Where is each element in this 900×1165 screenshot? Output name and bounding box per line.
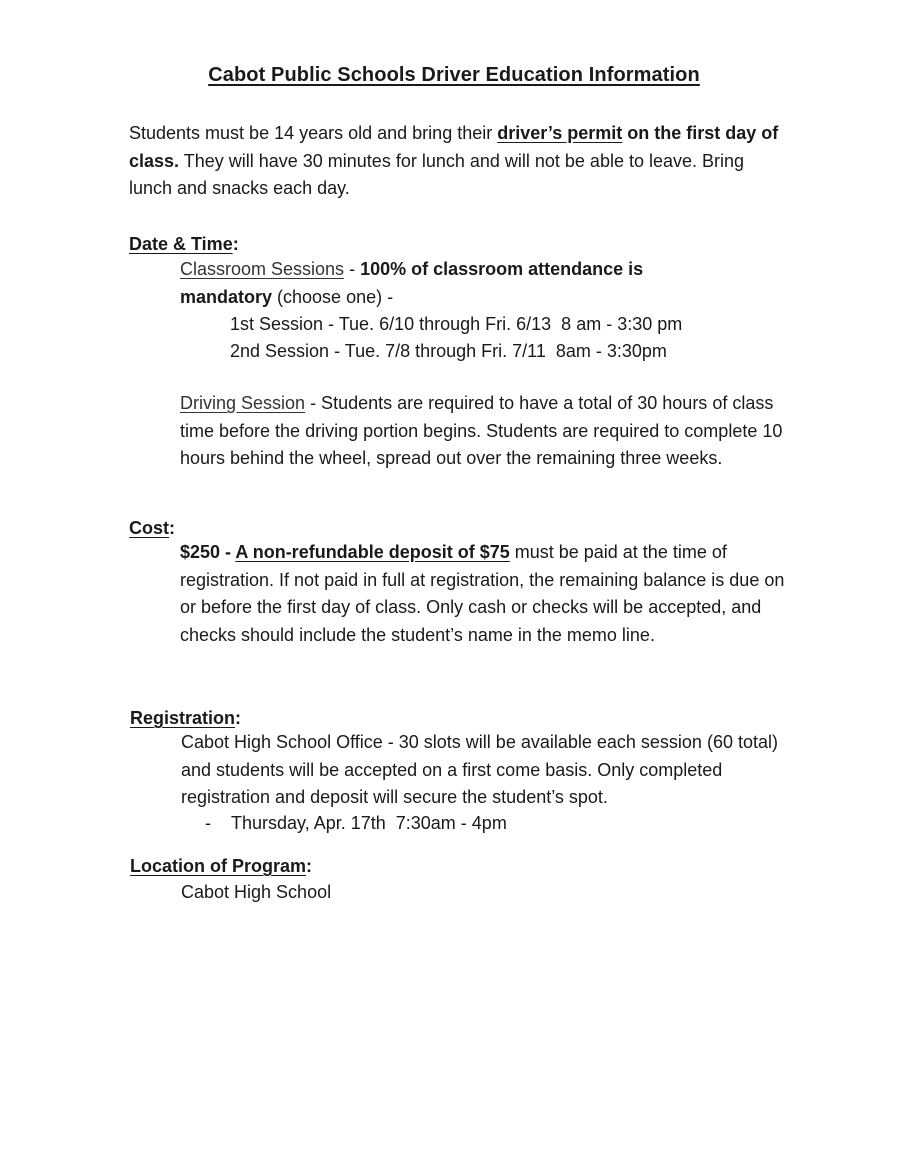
registration-date: Thursday, Apr. 17th 7:30am - 4pm [231, 813, 507, 833]
location-heading-label: Location of Program [130, 856, 307, 876]
session-line-2: 2nd Session - Tue. 7/8 through Fri. 7/11 8am - 3:30pm [230, 341, 667, 361]
location-value: Cabot High School [181, 882, 332, 902]
cost-price: $250 - [180, 542, 236, 562]
intro-paragraph [129, 120, 789, 203]
classroom-separator: - [344, 259, 361, 279]
classroom-attendance-note: 100% of classroom attendance is mandatory [180, 259, 644, 307]
cost-heading-label: Cost [129, 518, 169, 538]
cost-deposit-note: A non-refundable deposit of $75 [235, 542, 510, 562]
classroom-sessions-paragraph [180, 256, 740, 311]
classroom-choose-one: (choose one) - [272, 286, 394, 307]
location-heading-colon: : [306, 856, 313, 876]
document-title: Cabot Public Schools Driver Education Information [208, 64, 700, 86]
cost-paragraph [180, 539, 790, 649]
registration-bullet: - [205, 813, 211, 833]
classroom-sessions-label: Classroom Sessions [180, 259, 345, 279]
cost-heading [129, 516, 175, 540]
registration-date-item [205, 811, 507, 835]
location-heading [130, 854, 312, 878]
registration-heading-colon: : [235, 708, 242, 728]
session-line-1: 1st Session - Tue. 6/10 through Fri. 6/13 8 am - 3:30 pm [230, 314, 683, 334]
registration-heading-label: Registration [130, 708, 236, 728]
intro-text-1: Students must be 14 years old and bring their [129, 123, 498, 143]
intro-first-day-text: on the first day of class. [129, 123, 779, 171]
registration-paragraph: Cabot High School Office - 30 slots will be available each session (60 total) and students will be accepted on a first come basis. Only completed registration and deposit will secure the student’s spot. [181, 732, 778, 807]
cost-text: must be paid at the time of registration. If not paid in full at registration, the remaining balance is due on or before the first day of class. Only cash or checks will be accepted, and checks should include the student’s name in the memo line. [180, 542, 785, 645]
cost-heading-colon: : [169, 518, 175, 538]
driving-session-label: Driving Session [180, 393, 306, 413]
drivers-permit-text: driver’s permit [497, 123, 623, 143]
date-time-heading [129, 232, 239, 256]
driving-session-paragraph [180, 390, 790, 473]
intro-text-3: They will have 30 minutes for lunch and will not be able to leave. Bring lunch and snacks each day. [129, 150, 745, 198]
date-time-heading-label: Date & Time [129, 234, 233, 254]
registration-heading [130, 706, 241, 730]
date-time-heading-colon: : [232, 234, 239, 254]
driving-session-text: - Students are required to have a total of 30 hours of class time before the driving portion begins. Students are required to complete 10 hours behind the wheel, spread out over the remaining three weeks. [180, 393, 783, 468]
